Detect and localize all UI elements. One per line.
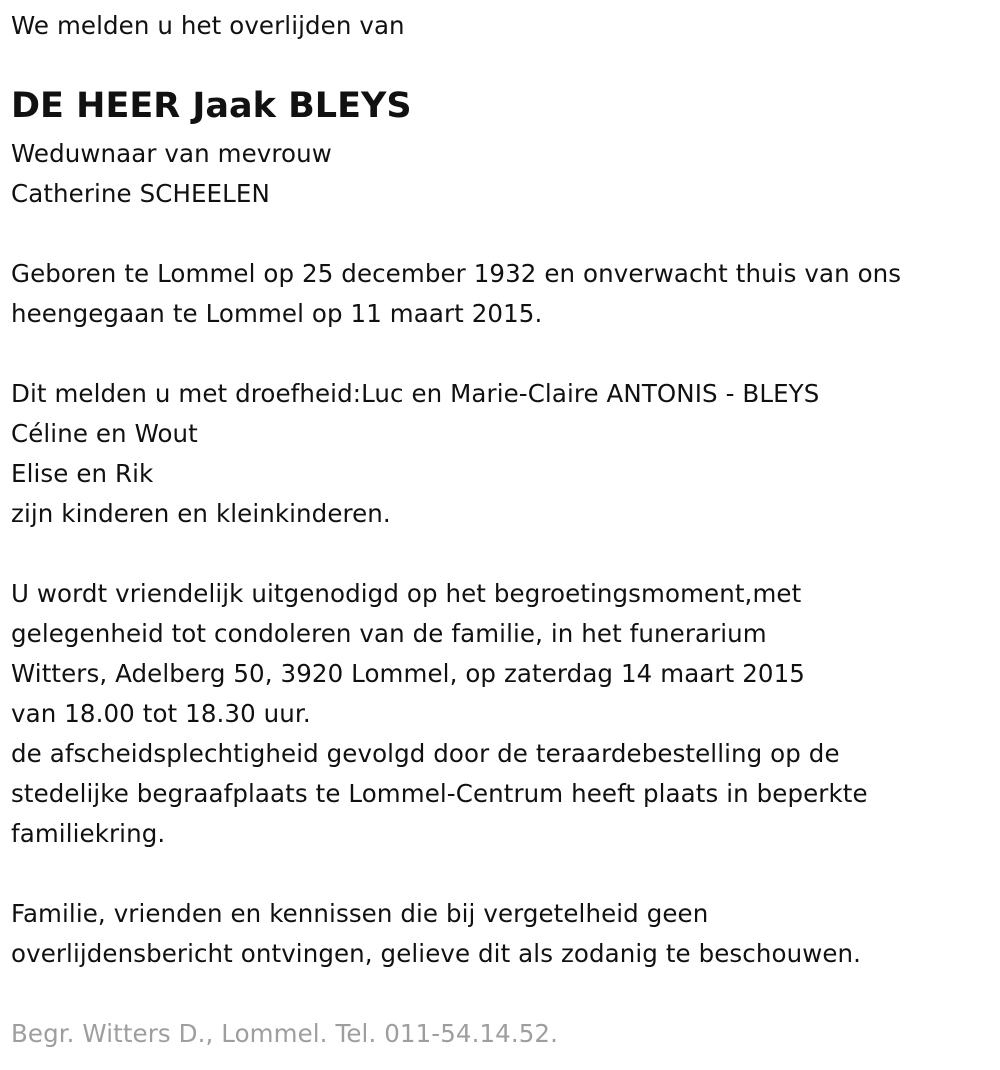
family-line-2: Céline en Wout: [11, 419, 198, 448]
closing-line-2: overlijdensbericht ontvingen, gelieve dit als zodanig te beschouwen.: [11, 939, 862, 968]
ceremony-line-6: stedelijke begraafplaats te Lommel-Centrum heeft plaats in beperkte: [11, 779, 868, 808]
family-line-4: zijn kinderen en kleinkinderen.: [11, 499, 391, 528]
spacer: [11, 974, 901, 1014]
spouse-line-2: Catherine SCHEELEN: [11, 179, 270, 208]
ceremony-line-2: gelegenheid tot condoleren van de familie, in het funerarium: [11, 619, 767, 648]
deceased-name: DE HEER Jaak BLEYS: [11, 86, 412, 126]
birth-death-line-1: Geboren te Lommel op 25 december 1932 en onverwacht thuis van ons: [11, 259, 902, 288]
spacer: [11, 854, 901, 894]
closing-line-1: Familie, vrienden en kennissen die bij vergetelheid geen: [11, 899, 709, 928]
spacer: [11, 334, 901, 374]
ceremony-line-3: Witters, Adelberg 50, 3920 Lommel, op zaterdag 14 maart 2015: [11, 659, 805, 688]
spouse-line-1: Weduwnaar van mevrouw: [11, 139, 332, 168]
undertaker-footer: Begr. Witters D., Lommel. Tel. 011-54.14.52.: [11, 1019, 559, 1048]
ceremony-line-4: van 18.00 tot 18.30 uur.: [11, 699, 311, 728]
spacer: [11, 214, 901, 254]
ceremony-line-5: de afscheidsplechtigheid gevolgd door de teraardebestelling op de: [11, 739, 840, 768]
notice-body: [11, 134, 901, 1054]
family-line-1: Dit melden u met droefheid:Luc en Marie-Claire ANTONIS - BLEYS: [11, 379, 820, 408]
ceremony-line-7: familiekring.: [11, 819, 166, 848]
intro-text: We melden u het overlijden van: [11, 11, 405, 40]
ceremony-line-1: U wordt vriendelijk uitgenodigd op het begroetingsmoment,met: [11, 579, 802, 608]
spacer: [11, 534, 901, 574]
family-line-3: Elise en Rik: [11, 459, 154, 488]
birth-death-line-2: heengegaan te Lommel op 11 maart 2015.: [11, 299, 543, 328]
